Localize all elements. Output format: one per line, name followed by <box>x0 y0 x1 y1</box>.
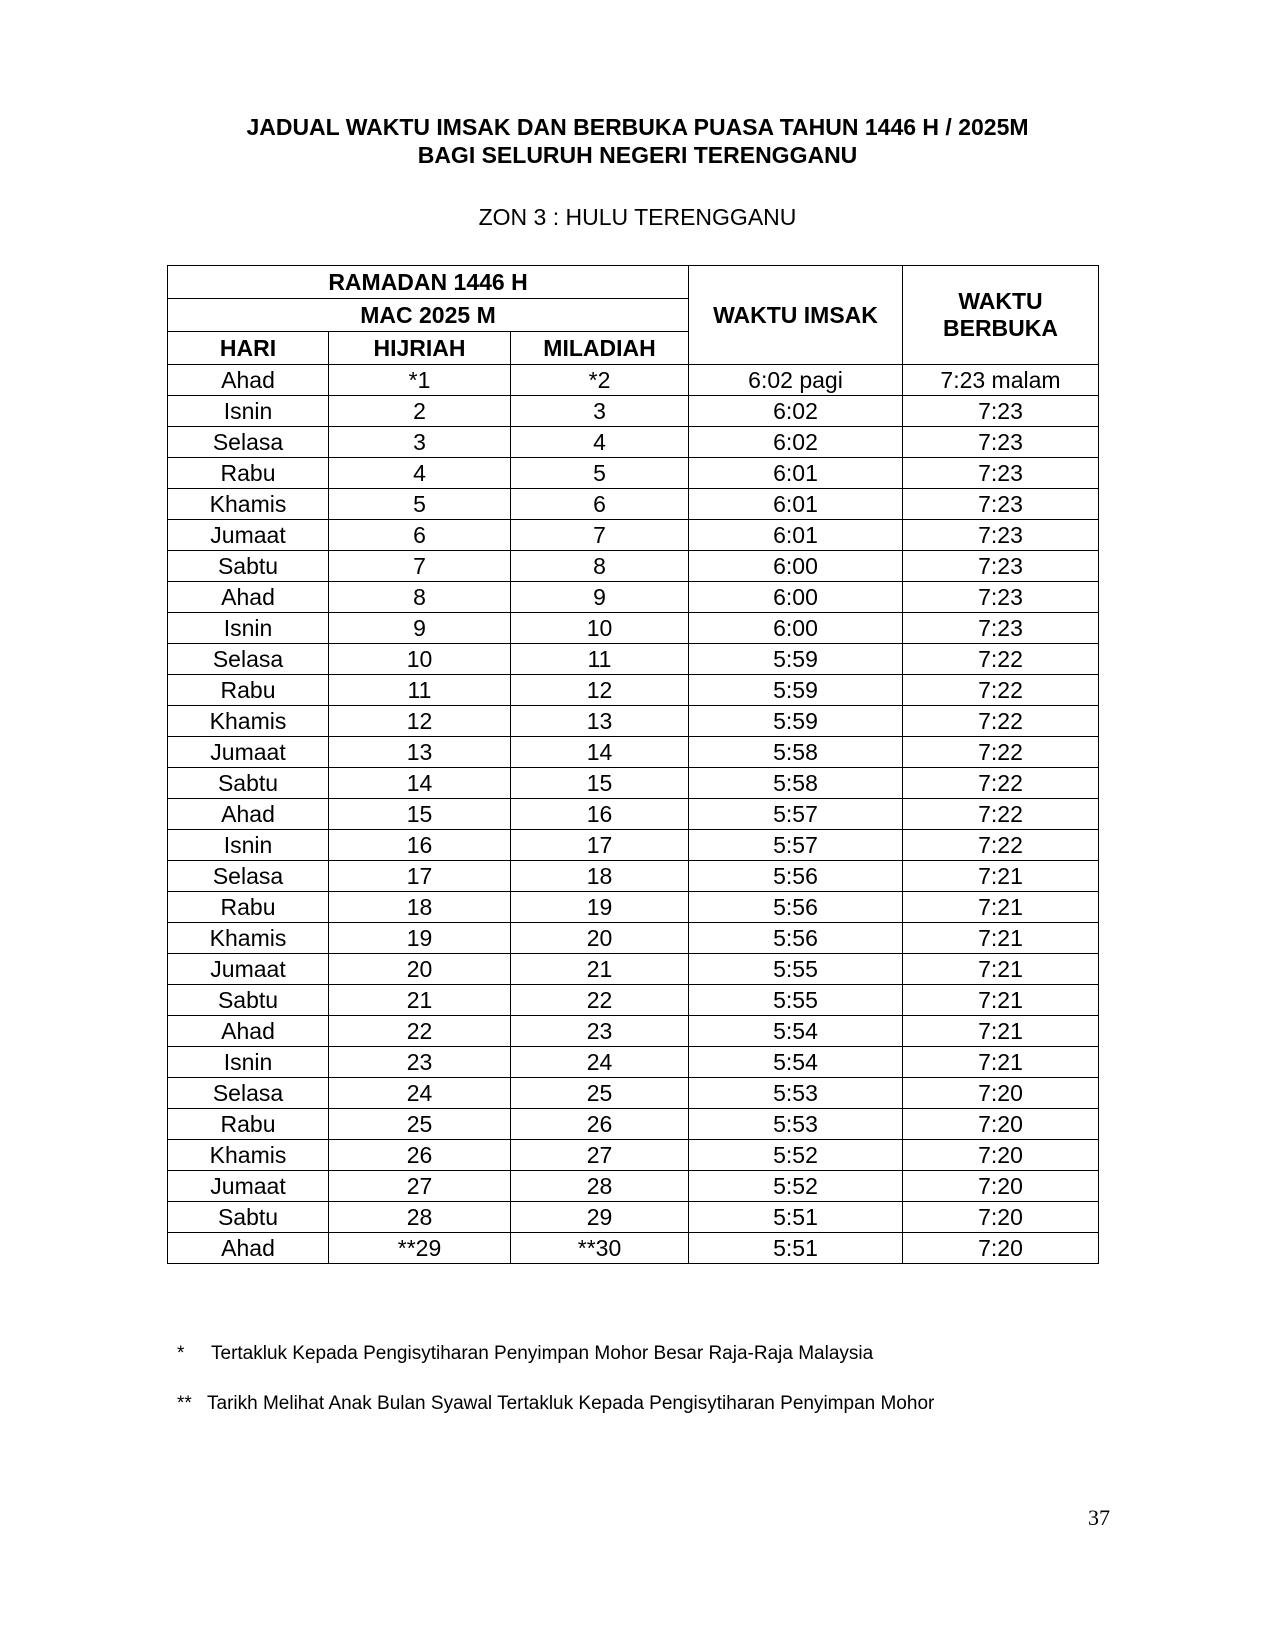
cell-imsak: 5:57 <box>689 799 903 830</box>
cell-hijriah: 8 <box>329 582 511 613</box>
table-row <box>168 1109 1099 1140</box>
cell-imsak: 5:57 <box>689 830 903 861</box>
cell-miladiah: 25 <box>511 1078 689 1109</box>
cell-imsak: 5:56 <box>689 892 903 923</box>
table-row <box>168 923 1099 954</box>
table-row <box>168 1078 1099 1109</box>
cell-miladiah: 8 <box>511 551 689 582</box>
cell-berbuka: 7:21 <box>903 1016 1099 1047</box>
table-row <box>168 644 1099 675</box>
header-miladiah: MILADIAH <box>511 332 689 365</box>
cell-miladiah: 23 <box>511 1016 689 1047</box>
table-row <box>168 675 1099 706</box>
cell-hijriah: 15 <box>329 799 511 830</box>
table-row <box>168 551 1099 582</box>
cell-hari: Ahad <box>168 799 329 830</box>
cell-berbuka: 7:23 <box>903 613 1099 644</box>
cell-berbuka: 7:22 <box>903 830 1099 861</box>
document-title-line-2: BAGI SELURUH NEGERI TERENGGANU <box>417 142 858 168</box>
table-row <box>168 458 1099 489</box>
table-row <box>168 892 1099 923</box>
cell-hijriah: 17 <box>329 861 511 892</box>
cell-hari: Sabtu <box>168 551 329 582</box>
footnote-2 <box>177 1392 934 1416</box>
cell-hijriah: 28 <box>329 1202 511 1233</box>
footnote-2-text: Tarikh Melihat Anak Bulan Syawal Tertakluk Kepada Pengisytiharan Penyimpan Mohor <box>207 1393 935 1414</box>
cell-miladiah: **30 <box>511 1233 689 1264</box>
header-hijriah: HIJRIAH <box>329 332 511 365</box>
cell-hari: Sabtu <box>168 1202 329 1233</box>
cell-miladiah: 22 <box>511 985 689 1016</box>
cell-imsak: 6:00 <box>689 551 903 582</box>
cell-imsak: 5:53 <box>689 1078 903 1109</box>
cell-miladiah: 3 <box>511 396 689 427</box>
cell-miladiah: 26 <box>511 1109 689 1140</box>
header-waktu-imsak: WAKTU IMSAK <box>689 266 903 365</box>
table-row <box>168 985 1099 1016</box>
cell-berbuka: 7:23 <box>903 582 1099 613</box>
table-row <box>168 1140 1099 1171</box>
cell-miladiah: 29 <box>511 1202 689 1233</box>
cell-hari: Ahad <box>168 582 329 613</box>
cell-miladiah: 10 <box>511 613 689 644</box>
cell-miladiah: 28 <box>511 1171 689 1202</box>
cell-berbuka: 7:23 <box>903 489 1099 520</box>
header-waktu-berbuka <box>903 266 1099 365</box>
cell-hari: Jumaat <box>168 737 329 768</box>
cell-berbuka: 7:23 <box>903 427 1099 458</box>
cell-hari: Ahad <box>168 1233 329 1264</box>
table-row <box>168 1233 1099 1264</box>
cell-berbuka: 7:20 <box>903 1109 1099 1140</box>
cell-imsak: 5:56 <box>689 923 903 954</box>
cell-hijriah: 4 <box>329 458 511 489</box>
cell-hijriah: 16 <box>329 830 511 861</box>
cell-miladiah: 24 <box>511 1047 689 1078</box>
cell-hijriah: 24 <box>329 1078 511 1109</box>
cell-hijriah: 26 <box>329 1140 511 1171</box>
table-row <box>168 613 1099 644</box>
cell-imsak: 5:59 <box>689 644 903 675</box>
cell-miladiah: 6 <box>511 489 689 520</box>
cell-hijriah: 7 <box>329 551 511 582</box>
cell-hijriah: 14 <box>329 768 511 799</box>
cell-miladiah: 18 <box>511 861 689 892</box>
cell-hijriah: 3 <box>329 427 511 458</box>
cell-hari: Selasa <box>168 644 329 675</box>
table-row <box>168 365 1099 396</box>
cell-miladiah: 21 <box>511 954 689 985</box>
cell-imsak: 5:51 <box>689 1202 903 1233</box>
cell-hijriah: 6 <box>329 520 511 551</box>
cell-hari: Rabu <box>168 675 329 706</box>
footnote-2-mark: ** <box>177 1393 192 1414</box>
cell-berbuka: 7:23 <box>903 551 1099 582</box>
page-number: 37 <box>1088 1505 1110 1530</box>
cell-berbuka: 7:22 <box>903 768 1099 799</box>
cell-berbuka: 7:20 <box>903 1078 1099 1109</box>
cell-hari: Jumaat <box>168 954 329 985</box>
cell-imsak: 6:02 <box>689 396 903 427</box>
cell-hijriah: 10 <box>329 644 511 675</box>
cell-hari: Rabu <box>168 1109 329 1140</box>
cell-berbuka: 7:22 <box>903 737 1099 768</box>
cell-hari: Isnin <box>168 396 329 427</box>
cell-hijriah: 5 <box>329 489 511 520</box>
cell-hari: Khamis <box>168 489 329 520</box>
cell-miladiah: 14 <box>511 737 689 768</box>
table-row <box>168 489 1099 520</box>
cell-hari: Selasa <box>168 1078 329 1109</box>
table-row <box>168 582 1099 613</box>
table-row <box>168 737 1099 768</box>
cell-berbuka: 7:23 <box>903 396 1099 427</box>
cell-berbuka: 7:21 <box>903 892 1099 923</box>
cell-imsak: 6:00 <box>689 582 903 613</box>
cell-imsak: 5:53 <box>689 1109 903 1140</box>
cell-imsak: 6:01 <box>689 489 903 520</box>
cell-hari: Ahad <box>168 365 329 396</box>
cell-imsak: 5:54 <box>689 1047 903 1078</box>
table-body <box>168 365 1099 1264</box>
cell-imsak: 5:52 <box>689 1140 903 1171</box>
table-row <box>168 396 1099 427</box>
cell-berbuka: 7:23 malam <box>903 365 1099 396</box>
cell-miladiah: 19 <box>511 892 689 923</box>
document-title-line-1: JADUAL WAKTU IMSAK DAN BERBUKA PUASA TAHUN 1446 H / 2025M <box>246 114 1029 140</box>
cell-miladiah: *2 <box>511 365 689 396</box>
cell-hijriah: 27 <box>329 1171 511 1202</box>
cell-berbuka: 7:20 <box>903 1233 1099 1264</box>
table-row <box>168 1202 1099 1233</box>
table-row <box>168 1047 1099 1078</box>
cell-hijriah: 21 <box>329 985 511 1016</box>
cell-hari: Khamis <box>168 1140 329 1171</box>
cell-hijriah: 18 <box>329 892 511 923</box>
footnote-1 <box>177 1342 873 1366</box>
cell-miladiah: 15 <box>511 768 689 799</box>
cell-hijriah: 19 <box>329 923 511 954</box>
table-row <box>168 861 1099 892</box>
cell-miladiah: 17 <box>511 830 689 861</box>
cell-hari: Khamis <box>168 923 329 954</box>
header-berbuka-line-2: BERBUKA <box>943 315 1058 341</box>
cell-berbuka: 7:20 <box>903 1171 1099 1202</box>
cell-miladiah: 13 <box>511 706 689 737</box>
zone-heading: ZON 3 : HULU TERENGGANU <box>478 204 797 230</box>
cell-miladiah: 20 <box>511 923 689 954</box>
cell-hari: Rabu <box>168 458 329 489</box>
table-row <box>168 768 1099 799</box>
cell-hari: Isnin <box>168 1047 329 1078</box>
cell-imsak: 6:02 <box>689 427 903 458</box>
cell-hijriah: 9 <box>329 613 511 644</box>
cell-imsak: 5:58 <box>689 737 903 768</box>
table-row <box>168 1016 1099 1047</box>
cell-imsak: 5:55 <box>689 985 903 1016</box>
cell-imsak: 5:59 <box>689 706 903 737</box>
cell-miladiah: 9 <box>511 582 689 613</box>
cell-berbuka: 7:22 <box>903 675 1099 706</box>
cell-miladiah: 11 <box>511 644 689 675</box>
table-row <box>168 427 1099 458</box>
cell-hijriah: 13 <box>329 737 511 768</box>
cell-hijriah: 11 <box>329 675 511 706</box>
table-row <box>168 1171 1099 1202</box>
cell-miladiah: 5 <box>511 458 689 489</box>
cell-hijriah: 22 <box>329 1016 511 1047</box>
header-ramadan: RAMADAN 1446 H <box>168 266 689 299</box>
cell-berbuka: 7:21 <box>903 985 1099 1016</box>
cell-berbuka: 7:21 <box>903 1047 1099 1078</box>
cell-imsak: 5:54 <box>689 1016 903 1047</box>
cell-hijriah: 20 <box>329 954 511 985</box>
cell-berbuka: 7:22 <box>903 799 1099 830</box>
cell-hari: Rabu <box>168 892 329 923</box>
cell-hijriah: 25 <box>329 1109 511 1140</box>
cell-berbuka: 7:22 <box>903 644 1099 675</box>
table-row <box>168 520 1099 551</box>
cell-hari: Sabtu <box>168 985 329 1016</box>
cell-hari: Isnin <box>168 613 329 644</box>
cell-miladiah: 27 <box>511 1140 689 1171</box>
cell-hari: Ahad <box>168 1016 329 1047</box>
cell-imsak: 6:00 <box>689 613 903 644</box>
table-row <box>168 799 1099 830</box>
cell-berbuka: 7:21 <box>903 954 1099 985</box>
cell-berbuka: 7:20 <box>903 1140 1099 1171</box>
cell-hijriah: *1 <box>329 365 511 396</box>
cell-imsak: 5:52 <box>689 1171 903 1202</box>
cell-hijriah: 2 <box>329 396 511 427</box>
table-row <box>168 830 1099 861</box>
cell-imsak: 5:59 <box>689 675 903 706</box>
cell-berbuka: 7:20 <box>903 1202 1099 1233</box>
cell-imsak: 5:55 <box>689 954 903 985</box>
cell-hari: Jumaat <box>168 1171 329 1202</box>
cell-berbuka: 7:23 <box>903 458 1099 489</box>
cell-hari: Sabtu <box>168 768 329 799</box>
cell-miladiah: 7 <box>511 520 689 551</box>
prayer-schedule-table <box>167 265 1099 1264</box>
cell-hari: Jumaat <box>168 520 329 551</box>
cell-hijriah: **29 <box>329 1233 511 1264</box>
cell-imsak: 5:58 <box>689 768 903 799</box>
cell-miladiah: 16 <box>511 799 689 830</box>
cell-berbuka: 7:21 <box>903 861 1099 892</box>
cell-imsak: 6:01 <box>689 520 903 551</box>
cell-hari: Isnin <box>168 830 329 861</box>
cell-berbuka: 7:23 <box>903 520 1099 551</box>
cell-berbuka: 7:21 <box>903 923 1099 954</box>
cell-imsak: 5:51 <box>689 1233 903 1264</box>
cell-berbuka: 7:22 <box>903 706 1099 737</box>
cell-miladiah: 4 <box>511 427 689 458</box>
header-berbuka-line-1: WAKTU <box>958 288 1043 314</box>
cell-hijriah: 12 <box>329 706 511 737</box>
header-hari: HARI <box>168 332 329 365</box>
cell-imsak: 6:01 <box>689 458 903 489</box>
cell-hari: Khamis <box>168 706 329 737</box>
table-header <box>168 266 1099 365</box>
cell-imsak: 6:02 pagi <box>689 365 903 396</box>
header-mac: MAC 2025 M <box>168 299 689 332</box>
cell-imsak: 5:56 <box>689 861 903 892</box>
cell-hijriah: 23 <box>329 1047 511 1078</box>
table-row <box>168 706 1099 737</box>
cell-hari: Selasa <box>168 427 329 458</box>
cell-hari: Selasa <box>168 861 329 892</box>
footnote-1-mark: * <box>177 1343 185 1364</box>
table-row <box>168 954 1099 985</box>
footnote-1-text: Tertakluk Kepada Pengisytiharan Penyimpan Mohor Besar Raja-Raja Malaysia <box>211 1343 874 1364</box>
cell-miladiah: 12 <box>511 675 689 706</box>
